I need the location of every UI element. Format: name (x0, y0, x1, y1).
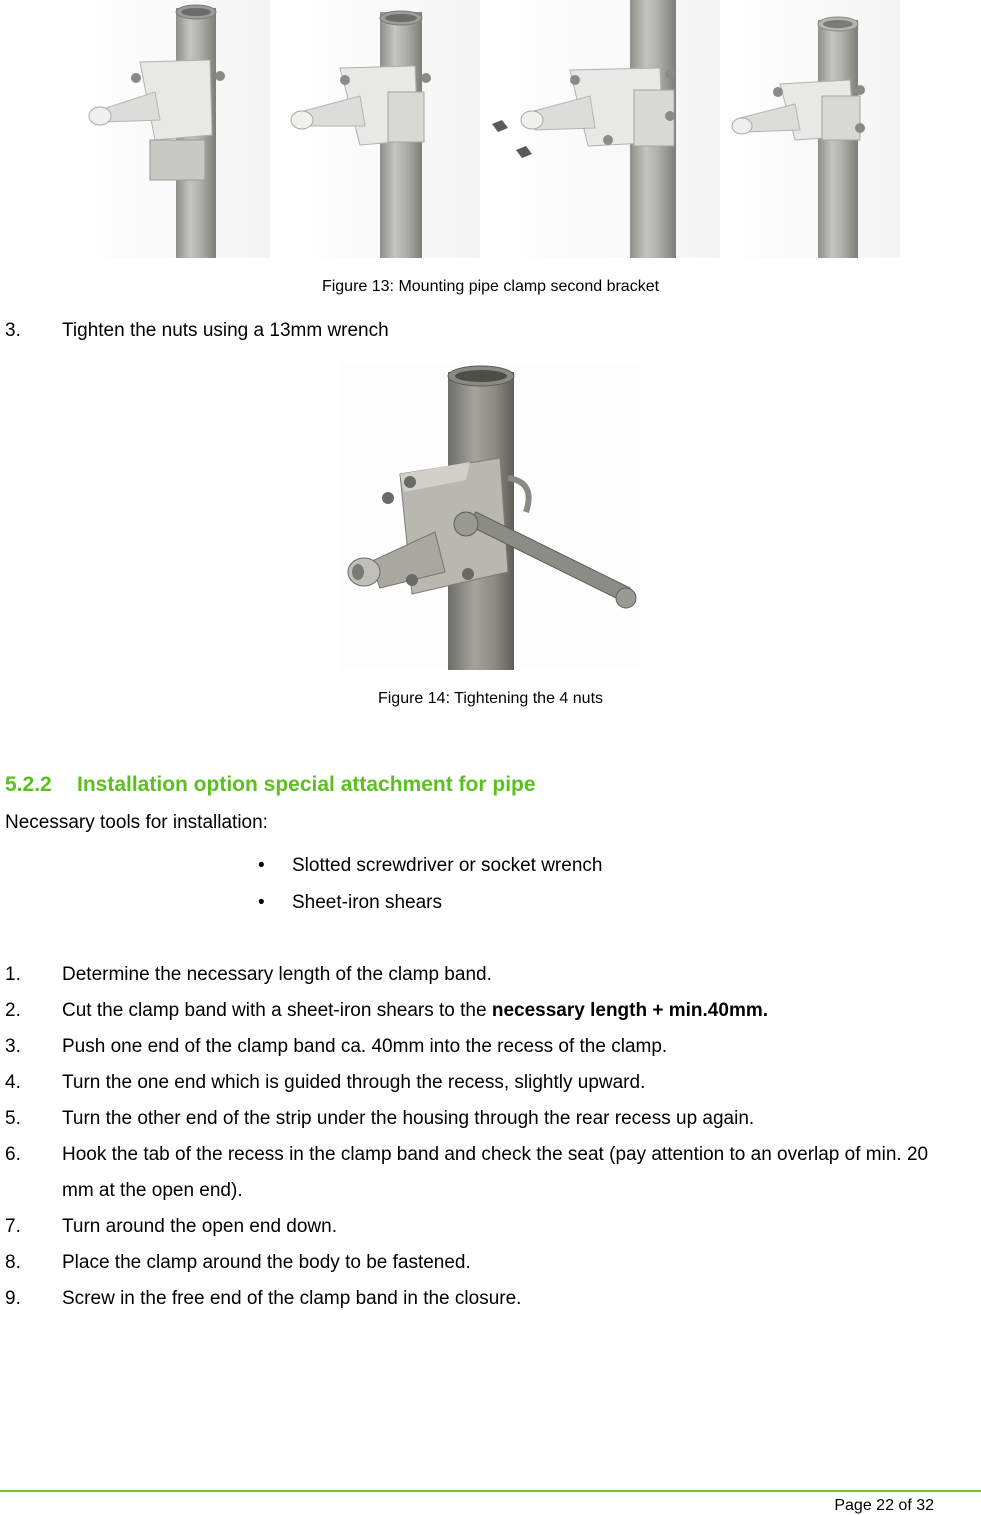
figure-13-caption: Figure 13: Mounting pipe clamp second bracket (321, 278, 660, 295)
step-number: 3. (5, 1036, 21, 1057)
figure-14-image (340, 362, 640, 670)
step-text: Hook the tab of the recess in the clamp band and check the seat (pay attention to an overlap of min. 20 mm at the open end). (62, 1144, 929, 1201)
page-number: Page 22 of 32 (834, 1497, 934, 1514)
section-title: Installation option special attachment for pipe (77, 773, 536, 796)
step-text: Determine the necessary length of the clamp band. (62, 964, 492, 985)
step-text (62, 1000, 952, 1022)
step-text: Screw in the free end of the clamp band in the closure. (62, 1288, 522, 1309)
step-number: 9. (5, 1288, 21, 1309)
figure-14-caption: Figure 14: Tightening the 4 nuts (377, 690, 604, 707)
section-heading (5, 773, 536, 797)
step-text-bold: necessary length + min.40mm. (491, 1000, 769, 1021)
bullet-icon: • (258, 892, 265, 913)
step-text: Turn the one end which is guided through the recess, slightly upward. (62, 1072, 646, 1093)
footer-rule (0, 1490, 981, 1492)
step-text-regular: Cut the clamp band with a sheet-iron shears to the (62, 1000, 492, 1021)
step-number: 5. (5, 1108, 21, 1129)
figure-13-panel-2 (290, 0, 480, 258)
step-number: 7. (5, 1216, 21, 1237)
step-number: 2. (5, 1000, 21, 1021)
figure-13-panel-4 (720, 0, 900, 258)
bullet-icon: • (258, 855, 265, 876)
step-text: Place the clamp around the body to be fastened. (62, 1252, 471, 1273)
figure-13-panel-3 (490, 0, 720, 258)
step-number: 4. (5, 1072, 21, 1093)
step-number: 8. (5, 1252, 21, 1273)
figure-13-image (60, 0, 910, 258)
step-number: 6. (5, 1144, 21, 1165)
step-text: Tighten the nuts using a 13mm wrench (62, 320, 389, 341)
step-text: Turn around the open end down. (62, 1216, 337, 1237)
tools-intro: Necessary tools for installation: (5, 812, 268, 833)
section-number: 5.2.2 (5, 773, 52, 796)
step-text: Turn the other end of the strip under the housing through the rear recess up again. (62, 1108, 755, 1129)
step-number: 1. (5, 964, 21, 985)
figure-13-panel-1 (70, 0, 270, 258)
tool-item-text: Slotted screwdriver or socket wrench (292, 855, 603, 876)
tool-item-text: Sheet-iron shears (292, 892, 442, 913)
step-text: Push one end of the clamp band ca. 40mm into the recess of the clamp. (62, 1036, 668, 1057)
step-number: 3. (5, 320, 21, 341)
